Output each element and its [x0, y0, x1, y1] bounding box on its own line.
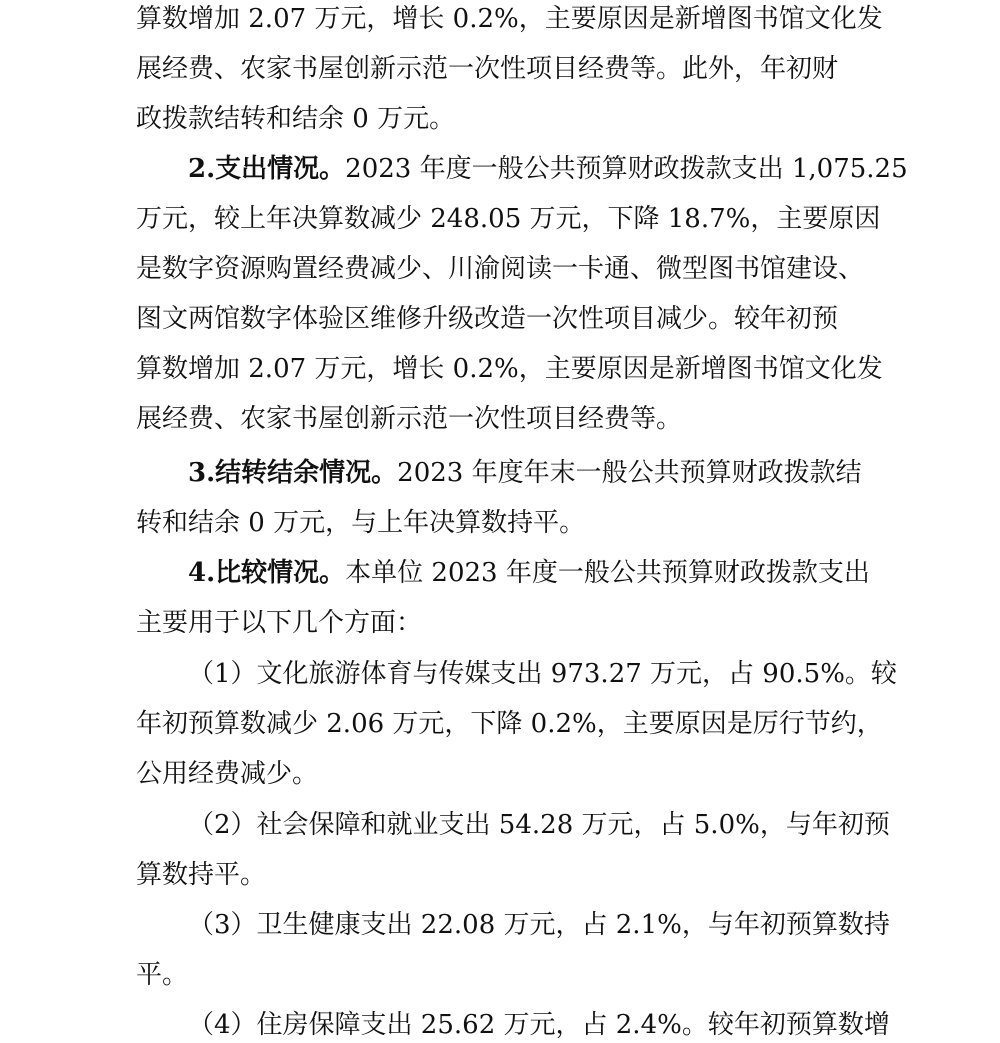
expenditure-line-1 [188, 152, 908, 186]
item-1-line-1: （1）文化旅游体育与传媒支出 973.27 万元，占 90.5%。较 [188, 659, 897, 689]
carryover-line-1 [188, 456, 862, 490]
expenditure-line-2: 万元，较上年决算数减少 248.05 万元，下降 18.7%，主要原因 [136, 204, 881, 234]
expenditure-line-5: 算数增加 2.07 万元，增长 0.2%，主要原因是新增图书馆文化发 [136, 354, 883, 384]
item-2-line-1: （2）社会保障和就业支出 54.28 万元，占 5.0%，与年初预 [188, 810, 890, 840]
expenditure-line-6: 展经费、农家书屋创新示范一次性项目经费等。 [136, 404, 683, 434]
item-1-line-3: 公用经费减少。 [136, 759, 319, 789]
item-4-line-1: （4）住房保障支出 25.62 万元，占 2.4%。较年初预算数增 [188, 1010, 890, 1040]
expenditure-line-1-text: 2023 年度一般公共预算财政拨款支出 1,075.25 [345, 154, 908, 184]
comparison-line-2: 主要用于以下几个方面： [136, 608, 423, 638]
expenditure-line-4: 图文两馆数字体验区维修升级改造一次性项目减少。较年初预 [136, 304, 839, 334]
comparison-line-1-text: 本单位 2023 年度一般公共预算财政拨款支出 [345, 558, 870, 588]
income-line-1: 算数增加 2.07 万元，增长 0.2%，主要原因是新增图书馆文化发 [136, 4, 883, 34]
carryover-line-1-text: 2023 年度年末一般公共预算财政拨款结 [397, 458, 862, 488]
income-line-3: 政拨款结转和结余 0 万元。 [136, 104, 456, 134]
item-3-line-1: （3）卫生健康支出 22.08 万元，占 2.1%，与年初预算数持 [188, 910, 890, 940]
item-3-line-2: 平。 [136, 960, 189, 990]
item-1-line-2: 年初预算数减少 2.06 万元，下降 0.2%，主要原因是厉行节约， [136, 709, 883, 739]
comparison-line-1 [188, 556, 870, 590]
carryover-heading: 3.结转结余情况。 [188, 458, 398, 488]
expenditure-heading: 2.支出情况。 [188, 154, 346, 184]
income-line-2: 展经费、农家书屋创新示范一次性项目经费等。此外，年初财 [136, 54, 839, 84]
carryover-line-2: 转和结余 0 万元，与上年决算数持平。 [136, 508, 586, 538]
comparison-heading: 4.比较情况。 [188, 558, 346, 588]
expenditure-line-3: 是数字资源购置经费减少、川渝阅读一卡通、微型图书馆建设、 [136, 254, 865, 284]
item-2-line-2: 算数持平。 [136, 860, 267, 890]
